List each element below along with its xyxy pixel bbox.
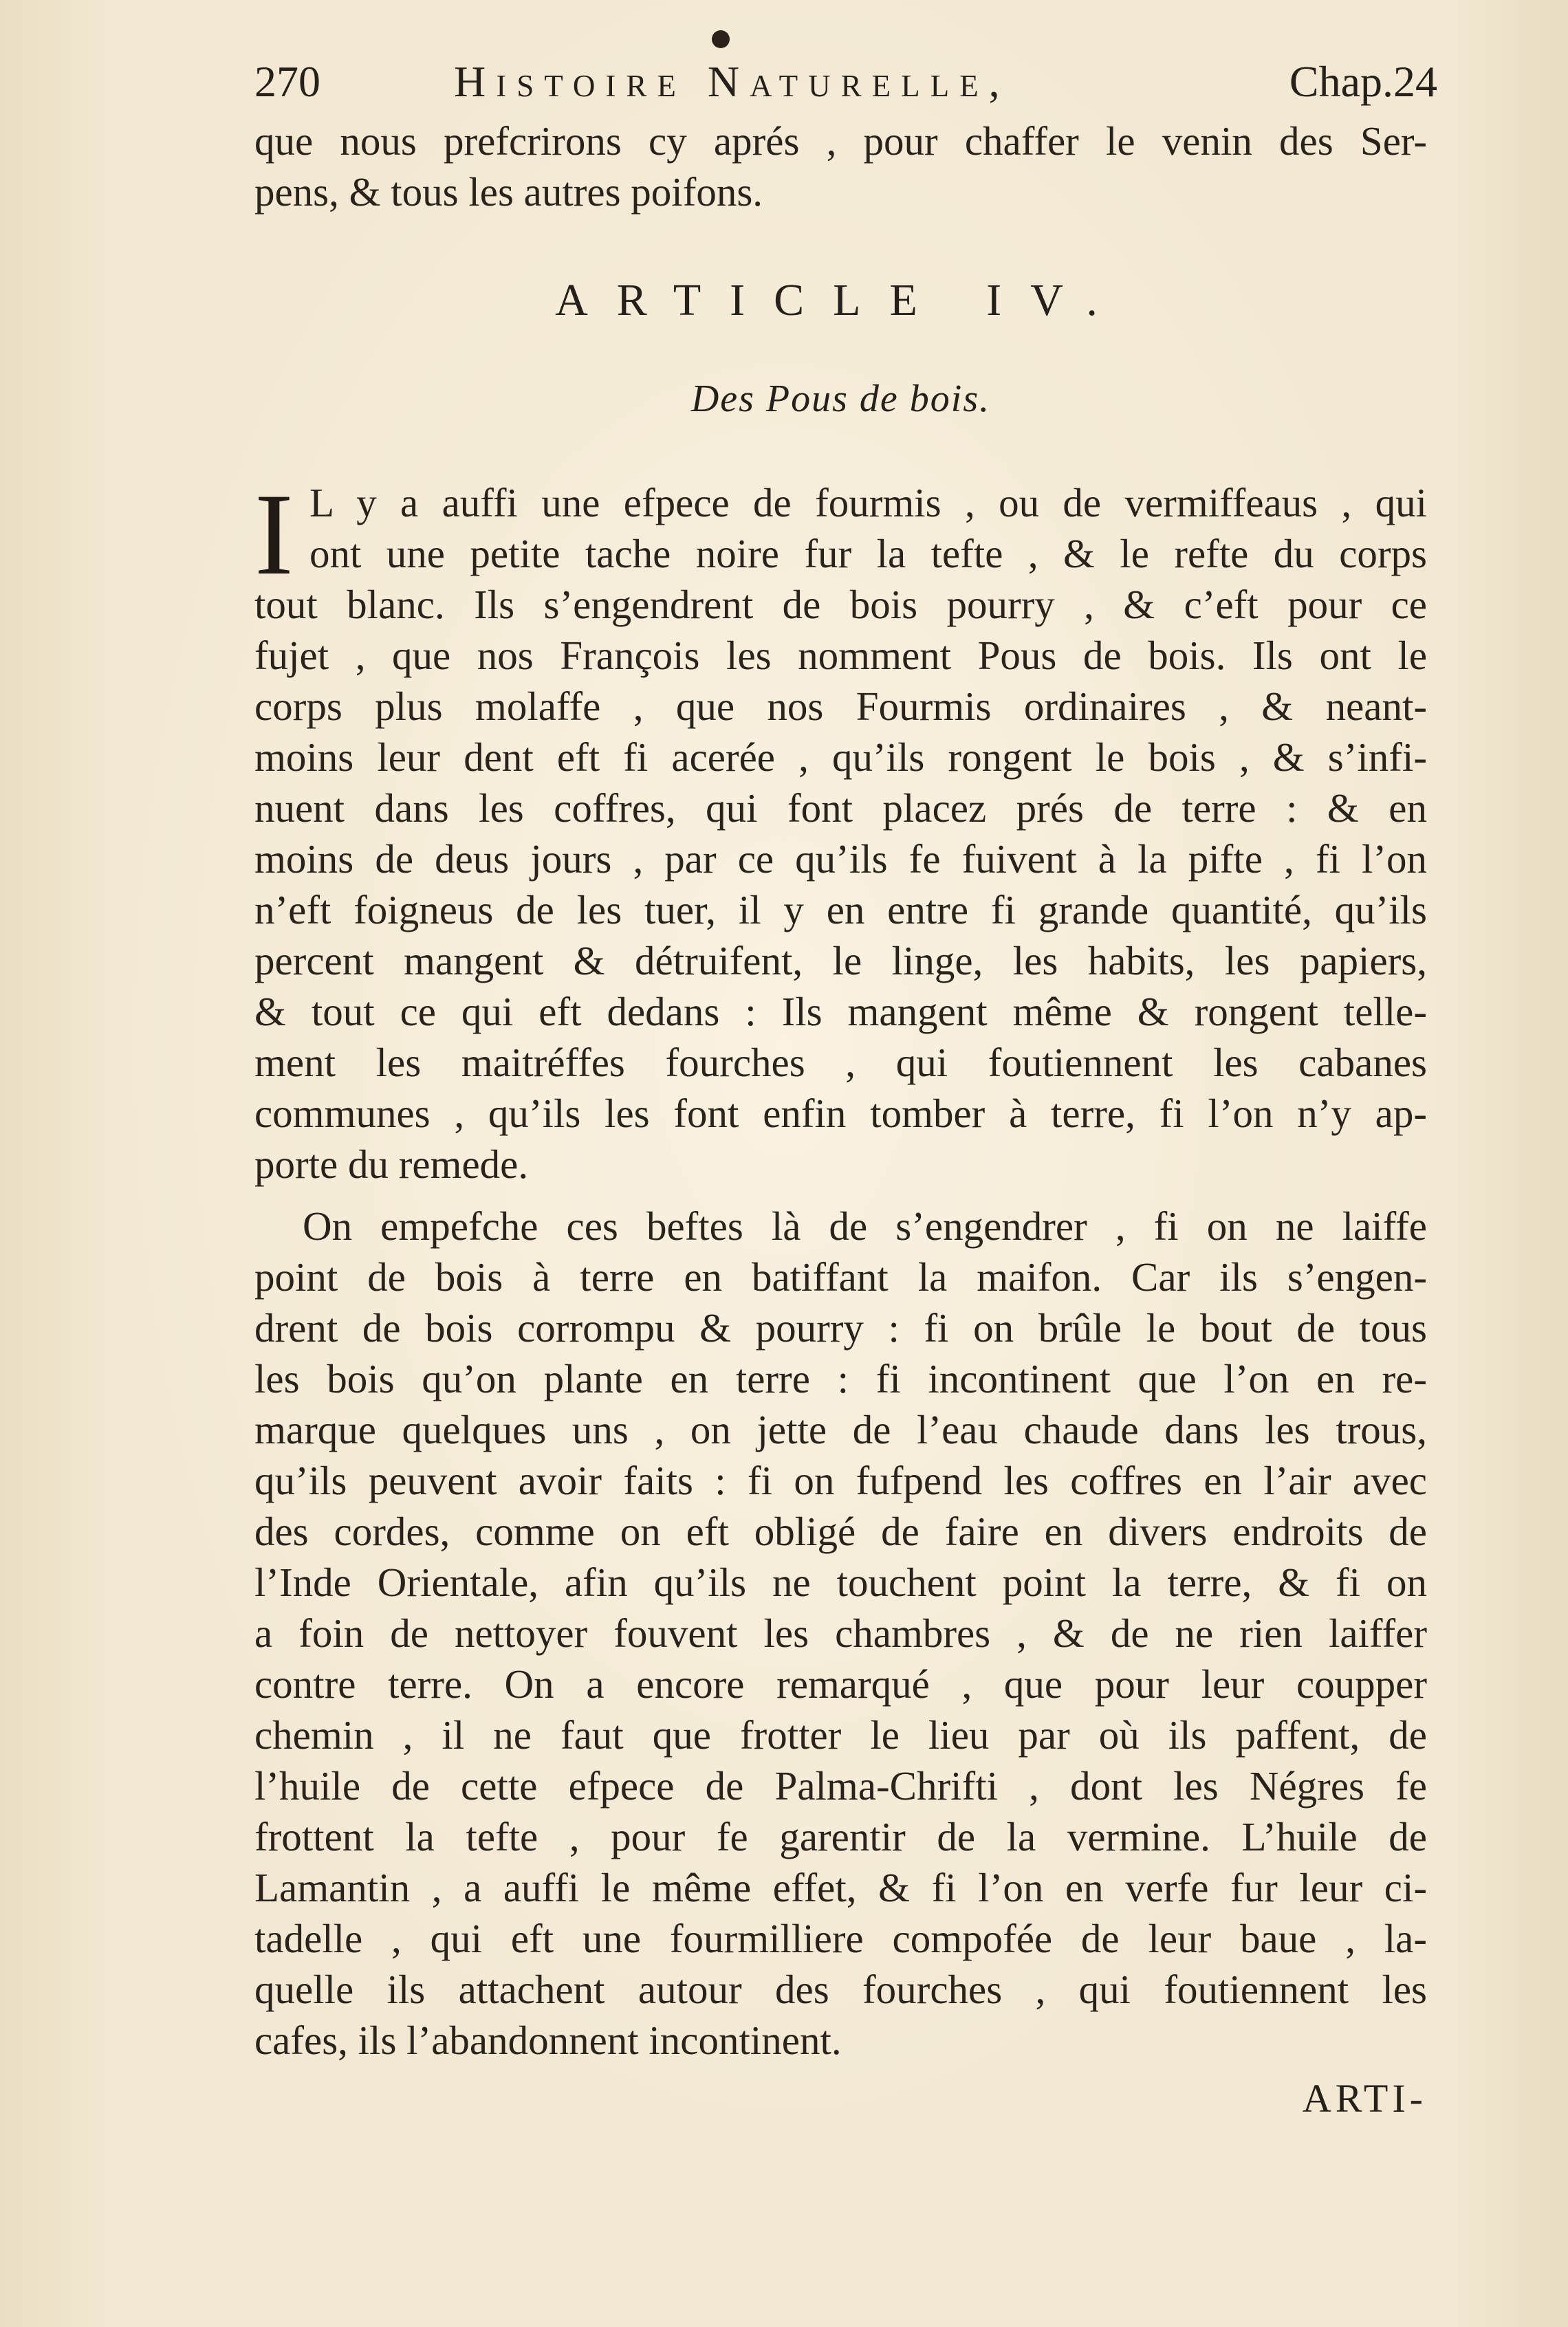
text-line: l’huile de cette efpece de Palma-Chrifti , dont les Négres fe [254, 1763, 1427, 1809]
text-line: On empefche ces beftes là de s’engendrer , fi on ne laiffe [303, 1203, 1427, 1249]
text-line: porte du remede. [254, 1141, 529, 1187]
text-line: moins leur dent eft fi acerée , qu’ils rongent le bois , & s’infi- [254, 734, 1427, 780]
drop-cap: I [254, 470, 294, 599]
text-line: L y a auffi une efpece de fourmis , ou de vermiffeaus , qui [309, 480, 1427, 525]
text-line: n’eft foigneus de les tuer, il y en entre fi grande quantité, qu’ils [254, 887, 1427, 932]
article-subtitle: Des Pous de bois. [690, 378, 991, 420]
running-head [254, 51, 1437, 113]
text-line: & tout ce qui eft dedans : Ils mangent même & rongent telle- [254, 989, 1427, 1034]
paragraph-1 [254, 470, 1427, 1190]
article-heading: ARTICLE IV. [555, 275, 1126, 325]
text-line: a foin de nettoyer fouvent les chambres , & de ne rien laiffer [254, 1610, 1427, 1656]
text-line: l’Inde Orientale, afin qu’ils ne touchent point la terre, & fi on [254, 1560, 1427, 1605]
chapter-label: Chap.24 [1289, 57, 1437, 106]
text-line: percent mangent & détruifent, le linge, les habits, les papiers, [254, 938, 1427, 983]
text-line: quelle ils attachent autour des fourches , qui foutiennent les [254, 1967, 1427, 2012]
catchword: ARTI- [1302, 2076, 1427, 2121]
text-line: ment les maitréffes fourches , qui foutiennent les cabanes [254, 1040, 1427, 1085]
text-line: point de bois à terre en batiffant la maifon. Car ils s’engen- [254, 1254, 1427, 1300]
text-line: que nous prefcrirons cy aprés , pour chaffer le venin des Ser- [254, 118, 1427, 164]
text-line: corps plus molaffe , que nos Fourmis ordinaires , & neant- [254, 684, 1427, 729]
text-line: marque quelques uns , on jette de l’eau chaude dans les trous, [254, 1407, 1427, 1452]
page-number: 270 [254, 57, 320, 106]
text-line: contre terre. On a encore remarqué , que pour leur coupper [254, 1661, 1427, 1707]
paragraph-2 [254, 1201, 1427, 2066]
ink-dot-mark [712, 30, 730, 48]
text-line: communes , qu’ils les font enfin tomber à terre, fi l’on n’y ap- [254, 1091, 1427, 1136]
text-line: cafes, ils l’abandonnent incontinent. [254, 2018, 842, 2063]
text-line: des cordes, comme on eft obligé de faire en divers endroits de [254, 1509, 1427, 1554]
text-line: drent de bois corrompu & pourry : fi on brûle le bout de tous [254, 1305, 1427, 1351]
running-title: Histoire Naturelle, [454, 57, 1010, 106]
text-line: les bois qu’on plante en terre : fi incontinent que l’on en re- [254, 1356, 1427, 1401]
text-line: chemin , il ne faut que frotter le lieu par où ils paffent, de [254, 1712, 1427, 1758]
text-line: nuent dans les coffres, qui font placez prés de terre : & en [254, 785, 1427, 831]
text-line: pens, & tous les autres poifons. [254, 169, 763, 215]
text-line: moins de deus jours , par ce qu’ils fe fuivent à la pifte , fi l’on [254, 836, 1427, 882]
text-line: frottent la tefte , pour fe garentir de la vermine. L’huile de [254, 1814, 1427, 1859]
text-line: ont une petite tache noire fur la tefte , & le refte du corps [309, 531, 1427, 576]
text-line: Lamantin , a auffi le même effet, & fi l’on en verfe fur leur ci- [254, 1865, 1427, 1910]
intro-text [254, 116, 1427, 217]
text-line: tadelle , qui eft une fourmilliere compofée de leur baue , la- [254, 1916, 1427, 1961]
text-line: tout blanc. Ils s’engendrent de bois pourry , & c’eft pour ce [254, 582, 1427, 627]
text-line: fujet , que nos François les nomment Pous de bois. Ils ont le [254, 633, 1427, 678]
text-line: qu’ils peuvent avoir faits : fi on fufpend les coffres en l’air avec [254, 1458, 1427, 1503]
